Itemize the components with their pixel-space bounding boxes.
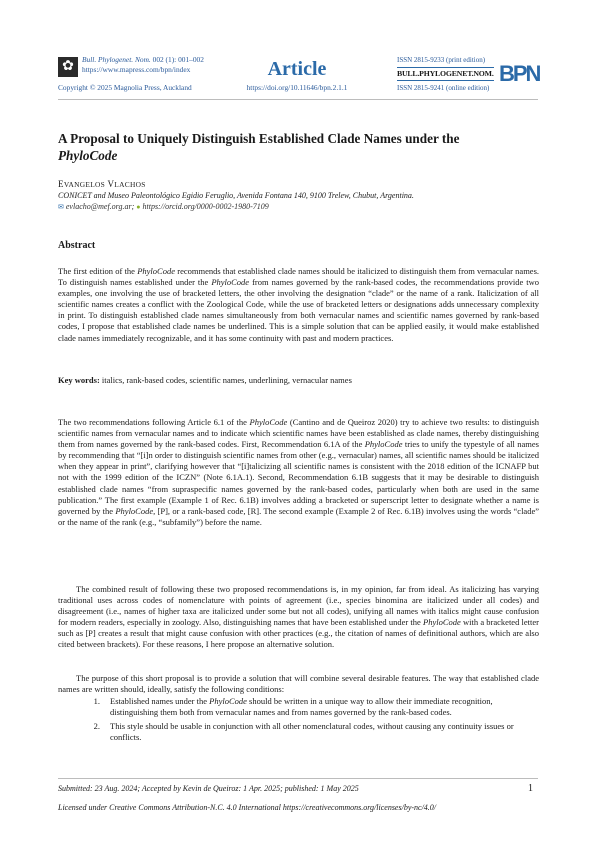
- abstract-text-italic: PhyloCode: [137, 266, 175, 276]
- abstract-text-segment: recommends that established clade names should be italicized to distinguish them from vernacular names. To distinguish names established under the: [58, 266, 540, 288]
- abstract-text: [58, 266, 539, 344]
- issn-print: ISSN 2815-9233 (print edition): [397, 56, 486, 64]
- keywords-label: Key words:: [58, 375, 100, 385]
- body-paragraph-1: [58, 417, 539, 528]
- list-item: [58, 721, 539, 743]
- author-affiliation: CONICET and Museo Paleontológico Egidio Feruglio, Avenida Fontana 140, 9100 Trelew, Chubut, Argentina.: [58, 191, 414, 200]
- keywords: [58, 375, 352, 385]
- body-text-segment: with a bracketed letter such as [P] creates a result that might cause confusion with other practices (e.g., the citation of names of definitional authors, which are also cited between brackets). For these reasons, I here propose an alternative solution.: [58, 617, 539, 650]
- list-number: 1.: [93, 696, 100, 706]
- abstract-heading: Abstract: [58, 240, 96, 251]
- list-item-text: [110, 721, 539, 743]
- title-italic: PhyloCode: [58, 148, 118, 163]
- journal-website-link[interactable]: https://www.mapress.com/bpn/index: [82, 65, 191, 74]
- body-text-italic: PhyloCode: [115, 505, 154, 516]
- conditions-list: [58, 696, 539, 743]
- bpn-logo: BPN: [499, 61, 540, 86]
- list-text-segment: This style should be usable in conjunction with all other nomenclatural codes, without causing any continuity issues or conflicts.: [110, 721, 514, 743]
- copyright: Copyright © 2025 Magnolia Press, Auckland: [58, 83, 192, 92]
- page-number: 1: [528, 783, 533, 794]
- journal-citation: Bull. Phylogenet. Nom.: [82, 55, 151, 64]
- body-text-segment: tries to unify the typestyle of all names by recommending that “[i]n order to distinguish scientific names from other (e.g., vernacular) names, all scientific names should be italicized when they appear in print”, clarifying however that “[i]talicizing all scientific names is consistent with the 2018 edition of the ICNAFP but not with the 1999 edition of the ICZN” (Note 6.1A.1). Second, Recommendation 6.1B suggests that it may be desirable to distinguish established clade names “from supraspecific names governed by the rank-based codes, particularly when both are used in the same publication.” The first example (Example 1 of Rec. 6.1B) involves adding a bracketed or superscript letter to designate whether a name is governed by the: [58, 439, 539, 516]
- author-initial-first: E: [58, 179, 64, 189]
- header-divider: [58, 99, 538, 100]
- body-text-segment: (Cantino and de Queiroz 2020) try to achieve two results: to distinguish scientific names from vernacular names and to indicate which scientific names have been established as clade names, thereby distinguishing them from names governed by the rank-based codes. First, Recommendation 6.1A of the: [58, 417, 539, 450]
- title-main: A Proposal to Uniquely Distinguish Established Clade Names under the: [58, 131, 460, 146]
- abstract-text-segment: from names governed by the rank-based codes, the recommendations provide two examples, one involving the use of bracketed letters, the other involving the designation “clade” or the name of a rank. Italicization of all scientific names creates a conflict with the Zoological Code, while the use of bracketed letters or designations adds unnecessary complexity in print. To distinguish established clade names simultaneously from both vernacular names and scientific names governed by rank-based codes, I propose that established clade names be underlined. This is a simple solution that can be applied easily, it would make established clade names immediately recognizable, and it has some continuity with past and modern practices.: [58, 277, 539, 343]
- body-text-segment: The two recommendations following Article 6.1 of the: [58, 417, 250, 427]
- license-text: Licensed under Creative Commons Attribution-N.C. 4.0 International https://creativecommons.org/licenses/by-nc/4.0/: [58, 803, 437, 812]
- author-contact: [58, 202, 269, 211]
- abstract-text-segment: The first edition of the: [58, 266, 138, 276]
- author-orcid-link[interactable]: https://orcid.org/0000-0002-1980-7109: [142, 202, 269, 211]
- doi-link[interactable]: https://doi.org/10.11646/bpn.2.1.1: [246, 83, 348, 92]
- article-title: [58, 130, 538, 164]
- magnolia-press-logo-icon: ✿: [58, 57, 78, 77]
- body-text-italic: PhyloCode: [364, 439, 403, 450]
- body-text-italic: PhyloCode: [249, 417, 288, 427]
- list-item: [58, 696, 539, 718]
- list-item-text: [110, 696, 539, 718]
- keywords-list: italics, rank-based codes, scientific names, underlining, vernacular names: [99, 375, 352, 385]
- volume-pages: 002 (1): 001–002: [152, 55, 204, 64]
- footer-divider: [58, 778, 538, 779]
- list-text-segment: Established names under the: [110, 696, 210, 706]
- journal-abbrev: BULL.PHYLOGENET.NOM.: [397, 67, 494, 81]
- issn-online: ISSN 2815-9241 (online edition): [397, 84, 490, 92]
- abstract-text-italic: PhyloCode: [211, 277, 250, 288]
- body-paragraph-3: The purpose of this short proposal is to provide a solution that will combine several desirable features. The way that established clade names are written should, ideally, satisfy the following conditions:: [58, 673, 539, 695]
- body-paragraph-2: [58, 584, 539, 651]
- list-text-segment: should be written in a unique way to allow their immediate recognition, distinguishing them both from vernacular names and from names governed by the rank-based codes.: [110, 696, 493, 718]
- list-text-italic: PhyloCode: [209, 696, 247, 706]
- article-type: Article: [267, 58, 327, 80]
- body-text-segment: , [P], or a rank-based code, [R]. The second example (Example 2 of Rec. 6.1B) involves using the words “clade” or the name of the rank (e.g., “subfamily”) before the name.: [58, 505, 540, 527]
- author-last-rest: LACHOS: [114, 180, 146, 189]
- submission-dates: Submitted: 23 Aug. 2024; Accepted by Kevin de Queiroz: 1 Apr. 2025; published: 1 May 2025: [58, 784, 359, 793]
- body-text-segment: The combined result of following these two proposed recommendations is, in my opinion, far from ideal. As italicizing has varying traditional uses across codes of nomenclature with points of agreement (i.e., species binomina are italicized under all codes) and disagreement (i.e., names of higher taxa are italicized under some but not all codes), unifying all names with italics might cause confusion for modern readers, especially in zoology. Also, distinguishing names that have been established under the: [58, 584, 539, 628]
- journal-info: [58, 55, 204, 77]
- email-icon: ✉: [58, 203, 64, 211]
- list-number: 2.: [93, 721, 100, 732]
- author-name: [58, 179, 146, 189]
- orcid-icon: ●: [136, 203, 141, 211]
- article-header: [222, 58, 372, 92]
- author-first-rest: VANGELOS: [63, 180, 106, 189]
- body-text-italic: PhyloCode: [423, 617, 461, 628]
- author-email-link[interactable]: evlacho@mef.org.ar;: [65, 202, 135, 211]
- issn-block: [397, 55, 494, 93]
- author-initial-last: V: [107, 179, 115, 189]
